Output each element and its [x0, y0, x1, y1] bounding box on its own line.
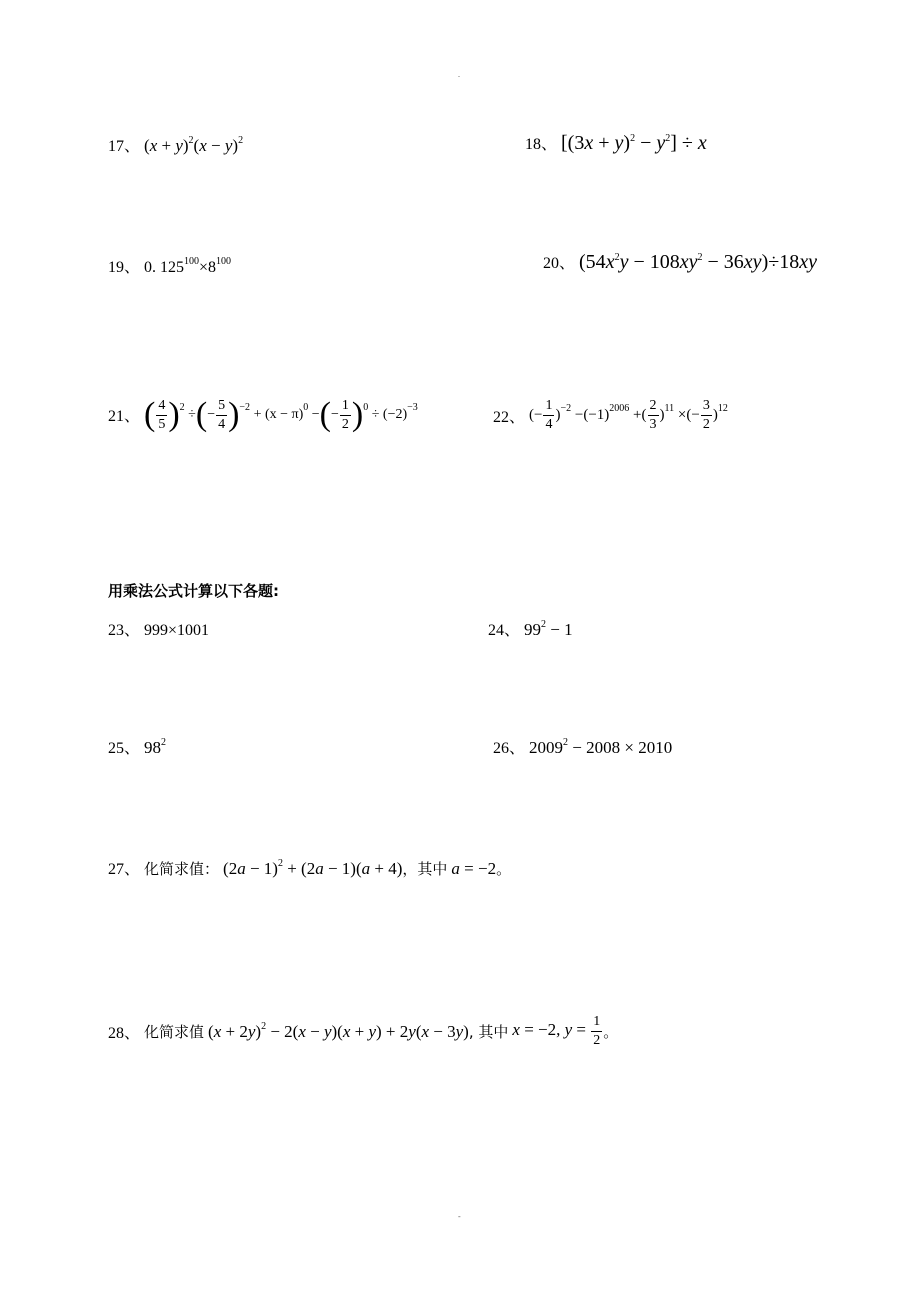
problem-22 — [493, 399, 728, 432]
problem-17 — [108, 133, 243, 156]
problem-number: 19、 — [108, 259, 141, 276]
expression: 999×1001 — [144, 622, 210, 639]
problem-26 — [493, 735, 672, 758]
problem-27 — [108, 856, 511, 879]
problem-number: 28、 — [108, 1025, 141, 1042]
section-heading: 用乘法公式计算以下各题: — [108, 582, 279, 600]
problem-number: 27、 — [108, 861, 141, 878]
expression: $(x + 2y)^2 - 2(x - y)(x + y) + 2y(x - 3y)$ — [208, 1020, 469, 1041]
problem-number: 26、 — [493, 740, 526, 757]
problem-28 — [108, 1015, 618, 1048]
where-label: , 其中 — [468, 1023, 509, 1041]
condition: x = −2, y = $\frac{1}{2}$ — [512, 1014, 601, 1048]
problem-number: 24、 — [488, 622, 521, 639]
expression: $98^2$ — [144, 737, 167, 757]
header-mark: . — [458, 70, 460, 79]
problem-18 — [525, 131, 707, 155]
expression: (− $\frac{1}{4}$ )$^{-2} -(-1)^{2006}$ +( $\frac{2}{3}$ )$^{11}$ ×(− $\frac{3}{2}$ )$^{12}$ — [529, 398, 728, 432]
problem-number: 20、 — [543, 255, 576, 272]
problem-number: 23、 — [108, 622, 141, 639]
expression: $99^2 - 1$ — [524, 619, 573, 639]
problem-19 — [108, 254, 231, 277]
problem-25 — [108, 735, 166, 758]
expression: 0. $125^{100}\times 8^{100}$ — [144, 256, 232, 276]
end-mark: 。 — [496, 860, 512, 878]
instruction-label: 化简求值： — [144, 860, 220, 878]
problem-number: 18、 — [525, 136, 558, 153]
expression: ( $\frac{4}{5}$ )$^2$ ÷(− $\frac{5}{4}$ )$^{-2} + (x - \pi)^0$ −(− $\frac{1}{2}$ )$^0 \div (-2)^{-3}$ — [144, 396, 418, 433]
footer-mark: - — [458, 1212, 461, 1221]
problem-23 — [108, 617, 209, 640]
problem-number: 22、 — [493, 408, 526, 426]
problem-number: 21、 — [108, 408, 141, 426]
instruction-label: 化简求值 — [144, 1023, 205, 1041]
problem-24 — [488, 617, 573, 640]
expression: $2009^2 - 2008 \times 2010$ — [529, 737, 673, 757]
expression: $[(3x + y)^2 - y^2] \div x$ — [561, 132, 707, 154]
expression: $(x + y)^2(x - y)^2$ — [144, 135, 244, 155]
problem-20 — [543, 250, 817, 274]
end-mark: 。 — [603, 1023, 619, 1041]
problem-21 — [108, 398, 418, 432]
problem-number: 25、 — [108, 740, 141, 757]
where-label: ，其中 — [402, 860, 448, 878]
problem-number: 17、 — [108, 138, 141, 155]
expression: $(2a - 1)^2 + (2a - 1)(a + 4)$ — [223, 858, 403, 878]
condition: a = −2 — [451, 859, 497, 878]
expression: $(54x^2y - 108xy^2 - 36xy)\div 18xy$ — [579, 251, 817, 273]
